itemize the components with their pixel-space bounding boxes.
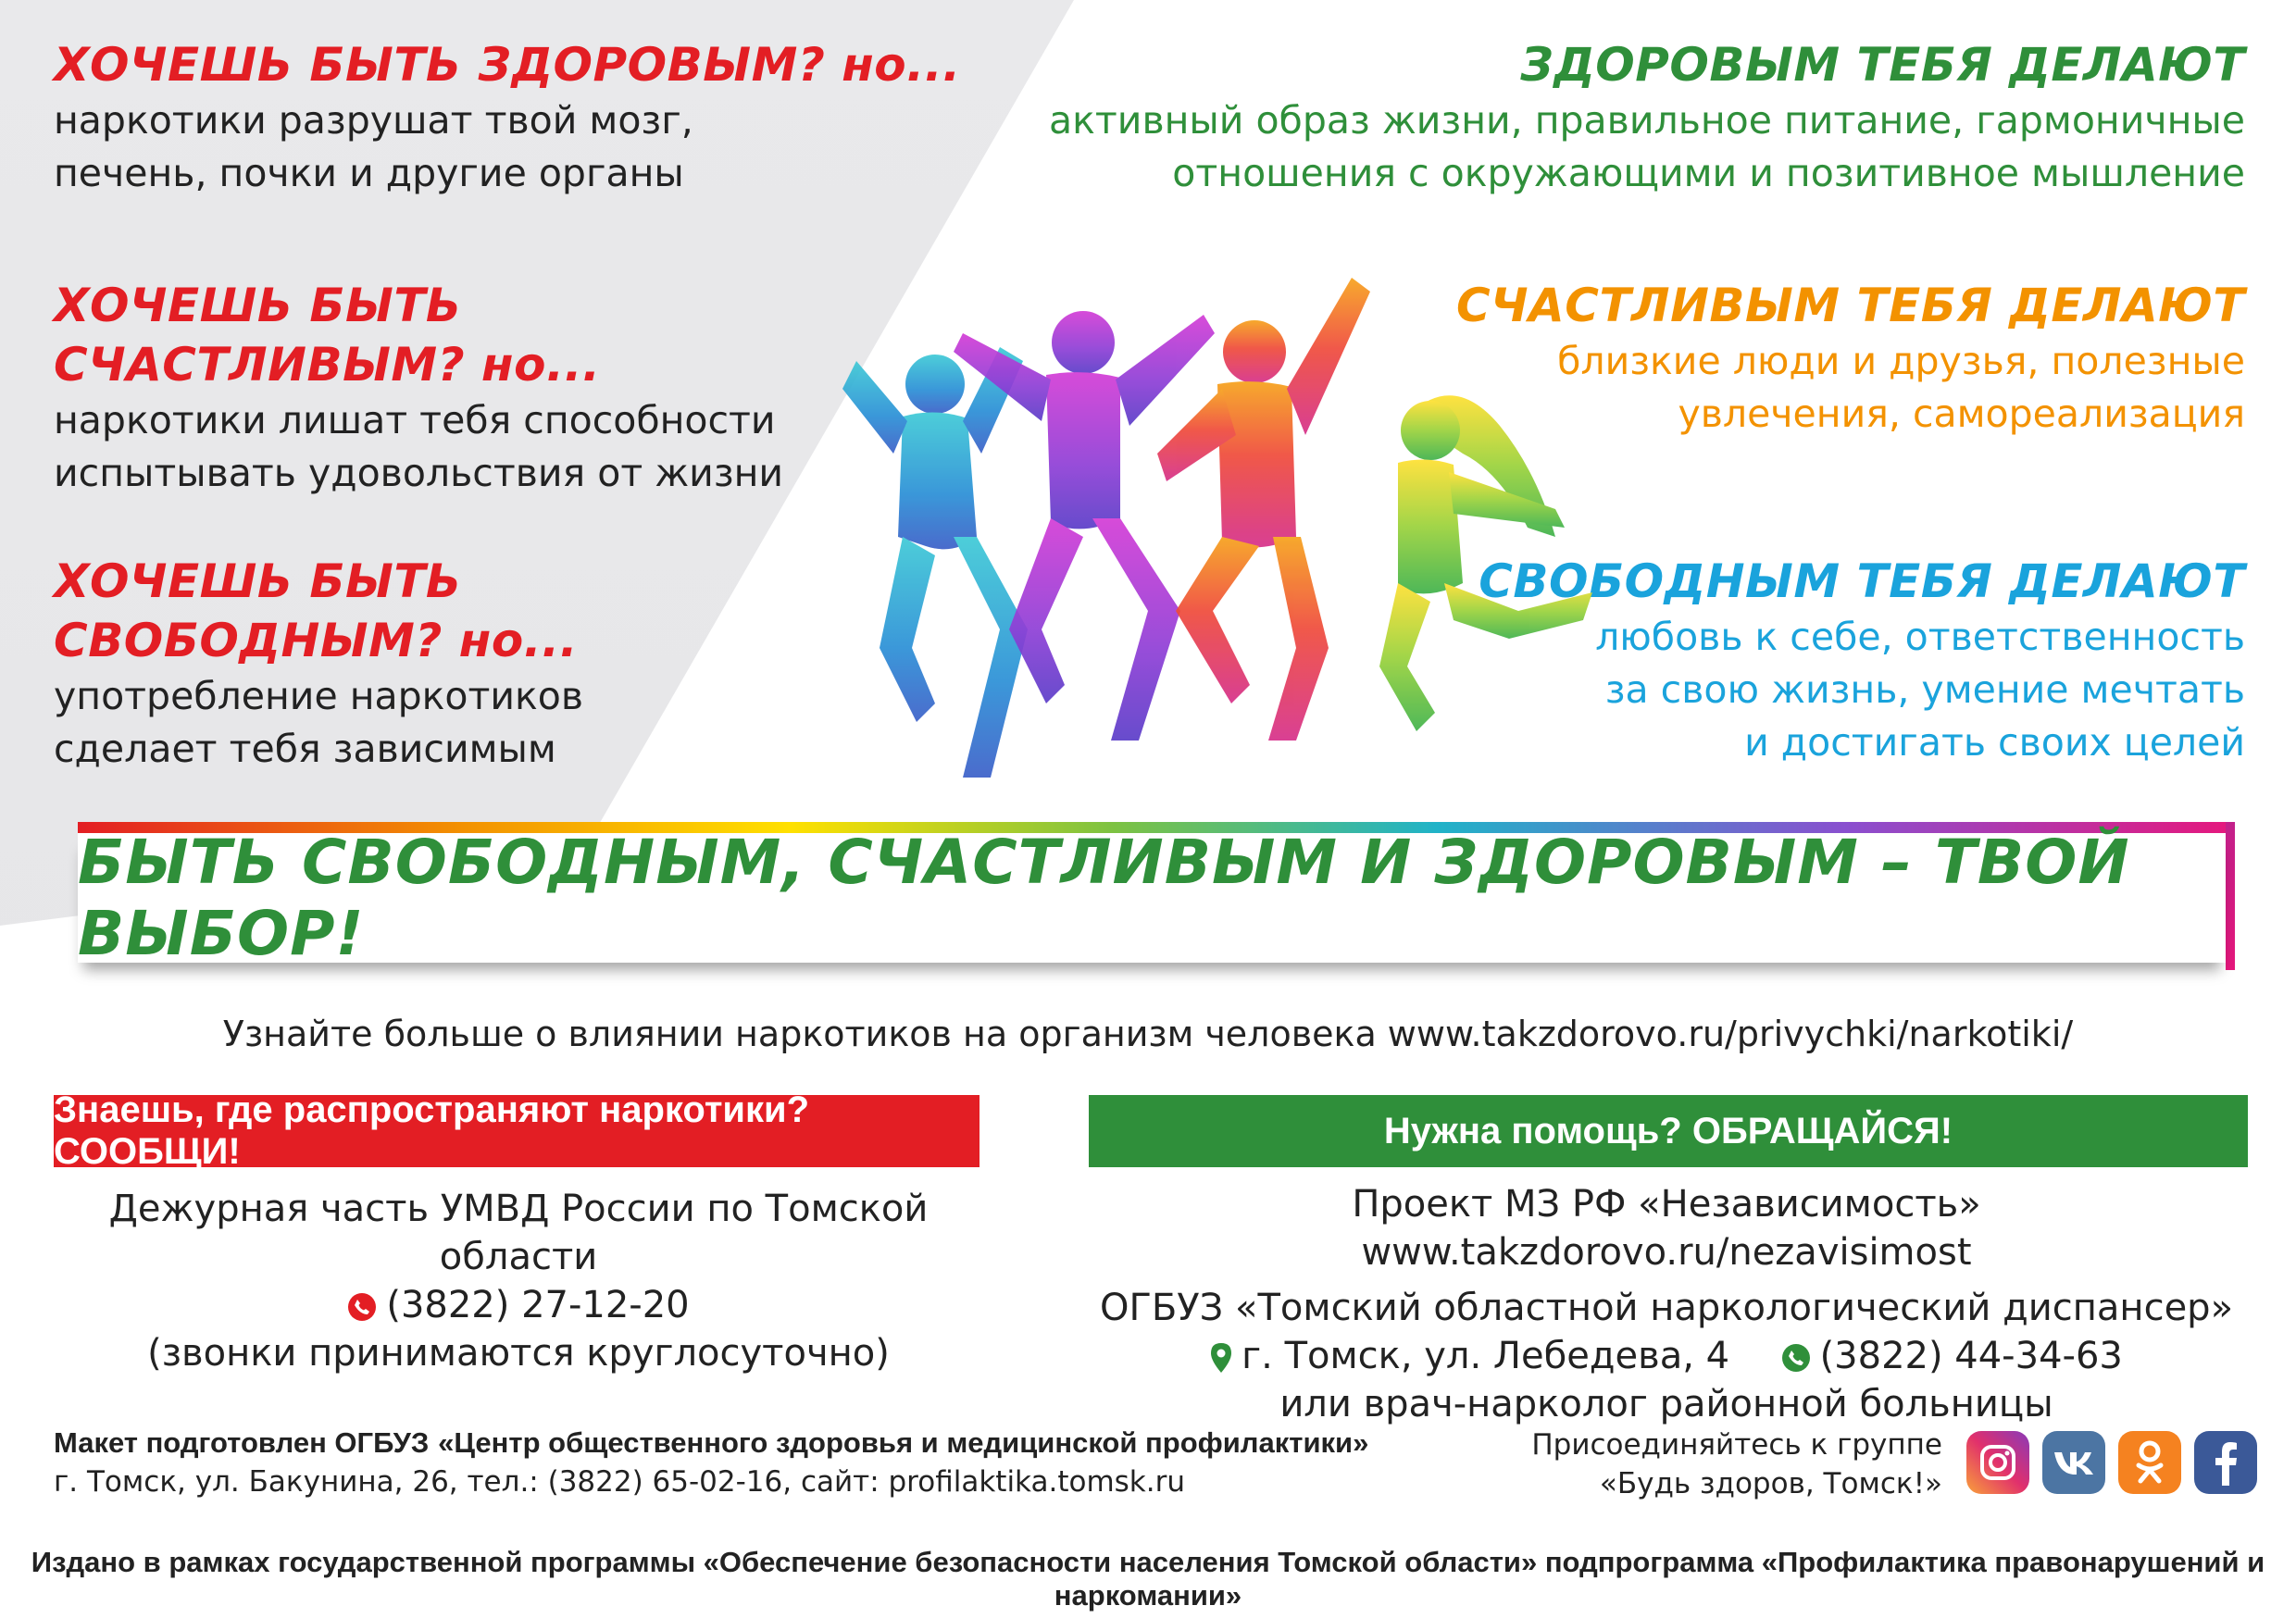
right-text-line: близкие люди и друзья, полезные [1557, 339, 2245, 383]
footer-address: г. Томск, ул. Бакунина, 26, тел.: (3822) 65-02-16, сайт: profilaktika.tomsk.ru [54, 1465, 1185, 1499]
left-text-line: употребление наркотиков [54, 674, 584, 718]
program-note: Издано в рамках государственной программы «Обеспечение безопасности населения Томской области» подпрограмма «Профилактика правонарушений и наркомании» [31, 1546, 2265, 1612]
right-text-line: и достигать своих целей [1744, 720, 2245, 765]
person-figure [842, 347, 1028, 778]
left-block-health [54, 35, 961, 200]
slogan-text: БЫТЬ СВОБОДНЫМ, СЧАСТЛИВЫМ И ЗДОРОВЫМ – ТВОЙ ВЫБОР! [78, 827, 2130, 969]
location-pin-icon [1210, 1342, 1232, 1374]
report-phone-line [28, 1281, 1009, 1329]
left-title: ХОЧЕШЬ БЫТЬ [54, 554, 462, 608]
left-block-happiness [54, 276, 783, 500]
help-org: ОГБУЗ «Томский областной наркологический диспансер» [1099, 1287, 2234, 1329]
facebook-glyph [2212, 1439, 2240, 1486]
right-title: СЧАСТЛИВЫМ ТЕБЯ ДЕЛАЮТ [1455, 279, 2245, 332]
left-title: СВОБОДНЫМ? но... [54, 614, 579, 667]
report-org: Дежурная часть УМВД России по Томской области [108, 1188, 929, 1278]
report-contact [28, 1185, 1009, 1377]
help-address: г. Томск, ул. Лебедева, 4 [1242, 1335, 1730, 1377]
slogan-banner [78, 822, 2235, 979]
footer-credits [54, 1424, 1368, 1501]
help-bar: Нужна помощь? ОБРАЩАЙСЯ! [1089, 1095, 2248, 1167]
help-alt: или врач-нарколог районной больницы [1279, 1383, 2053, 1425]
help-contact [1065, 1180, 2268, 1428]
footer-prepared [54, 1424, 1368, 1462]
join-group-name: «Будь здоров, Томск!» [1599, 1467, 1942, 1500]
report-note: (звонки принимаются круглосуточно) [147, 1332, 890, 1375]
right-text-line: за свою жизнь, умение мечтать [1604, 667, 2245, 712]
instagram-glyph [1978, 1442, 2018, 1483]
odnoklassniki-glyph [2131, 1439, 2168, 1486]
right-text-line: увлечения, самореализация [1678, 392, 2245, 436]
help-address-line [1065, 1332, 2268, 1380]
right-text-line: любовь к себе, ответственность [1595, 615, 2245, 659]
left-text-line: наркотики разрушат твой мозг, [54, 98, 693, 143]
person-figure [1379, 395, 1592, 731]
footer-prepared-org: «Центр общественного здоровья и медицинской профилактики» [438, 1426, 1369, 1459]
right-title: ЗДОРОВЫМ ТЕБЯ ДЕЛАЮТ [1520, 38, 2245, 92]
left-title: ХОЧЕШЬ БЫТЬ ЗДОРОВЫМ? но... [54, 38, 961, 92]
join-line: Присоединяйтесь к группе [1531, 1428, 1942, 1462]
left-text-line: сделает тебя зависимым [54, 727, 556, 771]
right-title: СВОБОДНЫМ ТЕБЯ ДЕЛАЮТ [1479, 554, 2245, 608]
facebook-icon[interactable] [2194, 1431, 2257, 1494]
phone-icon [1781, 1343, 1811, 1373]
help-phone: (3822) 44-34-63 [1819, 1335, 2123, 1377]
vk-glyph [2053, 1449, 2095, 1476]
left-title: СЧАСТЛИВЫМ? но... [54, 338, 601, 392]
vk-icon[interactable] [2042, 1431, 2105, 1494]
jumping-people-illustration [815, 259, 1602, 815]
left-text-line: печень, почки и другие органы [54, 151, 684, 195]
help-project: Проект МЗ РФ «Независимость» www.takzdorovo.ru/nezavisimost [1352, 1183, 1981, 1274]
rainbow-stripe-edge [2226, 822, 2235, 970]
footer-prepared-prefix: Макет подготовлен ОГБУЗ [54, 1426, 430, 1459]
join-group [1531, 1425, 1942, 1503]
left-title: ХОЧЕШЬ БЫТЬ [54, 279, 462, 332]
left-text-line: испытывать удовольствия от жизни [54, 451, 784, 495]
left-text-line: наркотики лишат тебя способности [54, 398, 776, 442]
instagram-icon[interactable] [1966, 1431, 2029, 1494]
right-text-line: отношения с окружающими и позитивное мышление [1172, 151, 2245, 195]
slogan-box [78, 827, 2226, 969]
report-phone: (3822) 27-12-20 [386, 1284, 690, 1326]
odnoklassniki-icon[interactable] [2118, 1431, 2181, 1494]
right-text-line: активный образ жизни, правильное питание, гармоничные [1049, 98, 2245, 143]
phone-icon [347, 1292, 377, 1322]
right-block-health [1049, 35, 2245, 200]
info-link-line: Узнайте больше о влиянии наркотиков на организм человека www.takzdorovo.ru/privychki/narkotiki/ [222, 1014, 2074, 1054]
report-bar: Знаешь, где распространяют наркотики? СООБЩИ! [54, 1095, 980, 1167]
left-block-freedom [54, 552, 583, 776]
